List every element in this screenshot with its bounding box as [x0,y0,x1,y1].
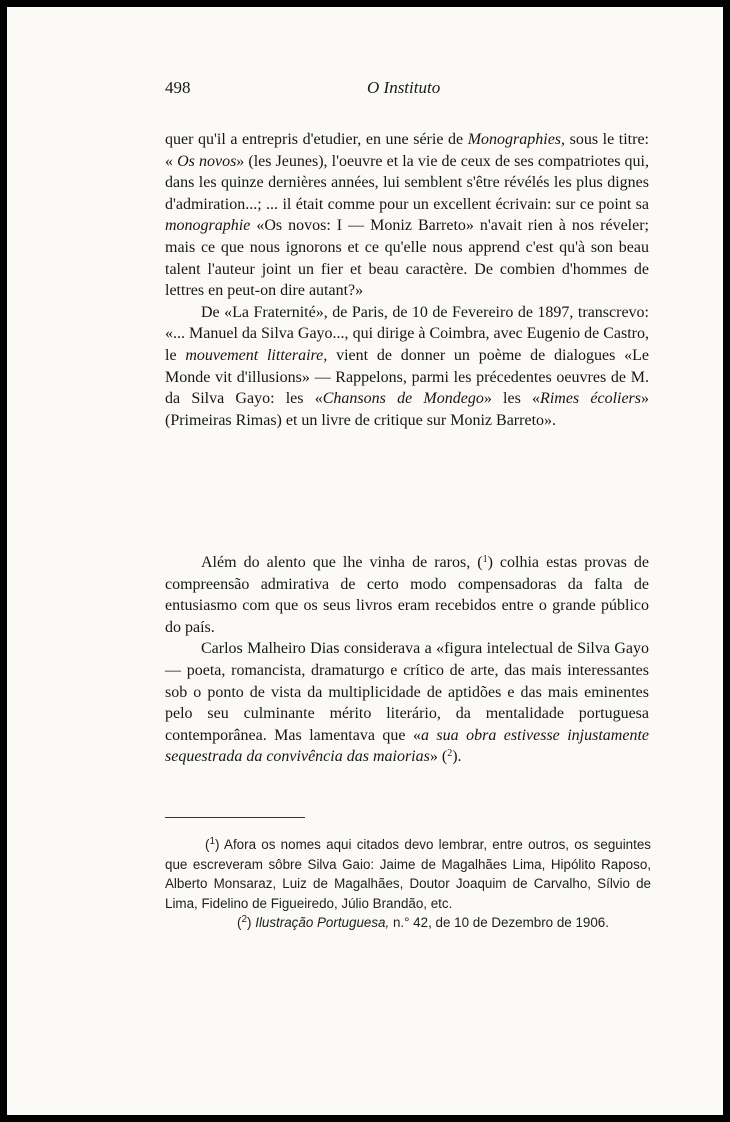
italic-text: a sua obra estivesse injustamente sequestrada da convivência das maiorias [165,726,649,766]
text-run: ) Afora os nomes aqui citados devo lembrar, entre outros, os seguintes que escreveram sôbre Silva Gaio: Jaime de Magalhães Lima, Hipólito Raposo, Alberto Monsaraz, Luiz de Magalhães, Doutor Joaquim de Carvalho, Sílvio de Lima, Fidelino de Figueiredo, Júlio Brandão, etc. [165,837,651,911]
italic-text: Chansons de Mondego [322,390,484,408]
italic-text: mouvement litteraire, [185,346,328,364]
text-run: Além do alento que lhe vinha de raros, ( [201,554,483,571]
footnote-separator [165,817,305,818]
running-title: O Instituto [367,78,441,97]
page-number: 498 [165,78,191,97]
text-run: quer qu'il a entrepris d'etudier, en une série de [165,131,468,148]
paragraph-alento [165,552,649,638]
footnote-marker: 1 [482,554,488,565]
italic-text: monographie [165,217,251,235]
footnote-1 [165,835,651,913]
paragraph-monographies [165,129,649,302]
text-run: » les « [483,390,541,408]
text-run: «Os novos: I — Moniz Barreto» n'avait rien à nos réveler; mais ce que nous ignorons et ce qu'elle nous apprend c'est qu'à son beau talent l'auteur joint un fier et beau caractère. De combien d'hommes de lettres en peut-on dire autant?» [165,217,649,300]
italic-text: Rimes écoliers [540,390,642,408]
page-header [165,78,648,104]
text-run: ). [452,748,462,766]
text-run: ) colhia estas provas de compreensão admirativa de certo modo compensadoras da falta de entusiasmo com que os seus livros eram recebidos entre o grande público do país. [165,554,649,636]
footnote-2 [165,913,651,933]
footnote-marker: 2 [447,748,453,760]
text-run: n.° 42, de 10 de Dezembro de 1906. [389,915,609,931]
footnotes [165,835,651,933]
main-text-upper [165,129,649,431]
italic-text: Monographies, [467,131,566,148]
italic-text: Os novos [177,152,237,170]
text-run: ) [247,915,256,931]
main-text-lower [165,552,649,768]
italic-text: Ilustração Portuguesa, [255,915,390,931]
text-run: Carlos Malheiro Dias considerava a «figura intelectual de Silva Gayo — poeta, romancista, dramaturgo e crítico de arte, das mais interessantes sob o ponto de vista da multiplicidade de aptidões e das mais eminentes pelo seu culminante mérito literário, da mentalidade portuguesa contemporânea. Mas lamentava que « [165,640,649,744]
text-run: » (Primeiras Rimas) et un livre de critique sur Moniz Barreto». [165,390,650,429]
text-run: ( [237,915,242,931]
text-run: » ( [429,748,448,766]
text-run: vient de donner un poème de dialogues «Le Monde vit d'illusions» — Rappelons, parmi les précedentes oeuvres de M. da Silva Gayo: les « [165,346,650,408]
text-run: De «La Fraternité», de Paris, de 10 de Fevereiro de 1897, transcrevo: «... Manuel da Silva Gayo..., qui dirige à Coimbra, avec Eugenio de Castro, le [165,303,649,364]
book-page [7,7,723,1115]
text-run: sous le titre: « [165,131,649,170]
paragraph-malheiro-dias [165,638,649,768]
paragraph-la-fraternite [165,302,649,432]
text-run: ( [205,837,210,852]
footnote-marker: 1 [209,836,216,847]
footnote-marker: 2 [241,914,248,926]
text-run: » (les Jeunes), l'oeuvre et la vie de ceux de ses compatriotes qui, dans les quinze dernières années, lui semblent s'être révélés les plus dignes d'admiration...; ... il était comme pour un excellent écrivain: sur ce point sa [165,152,650,213]
